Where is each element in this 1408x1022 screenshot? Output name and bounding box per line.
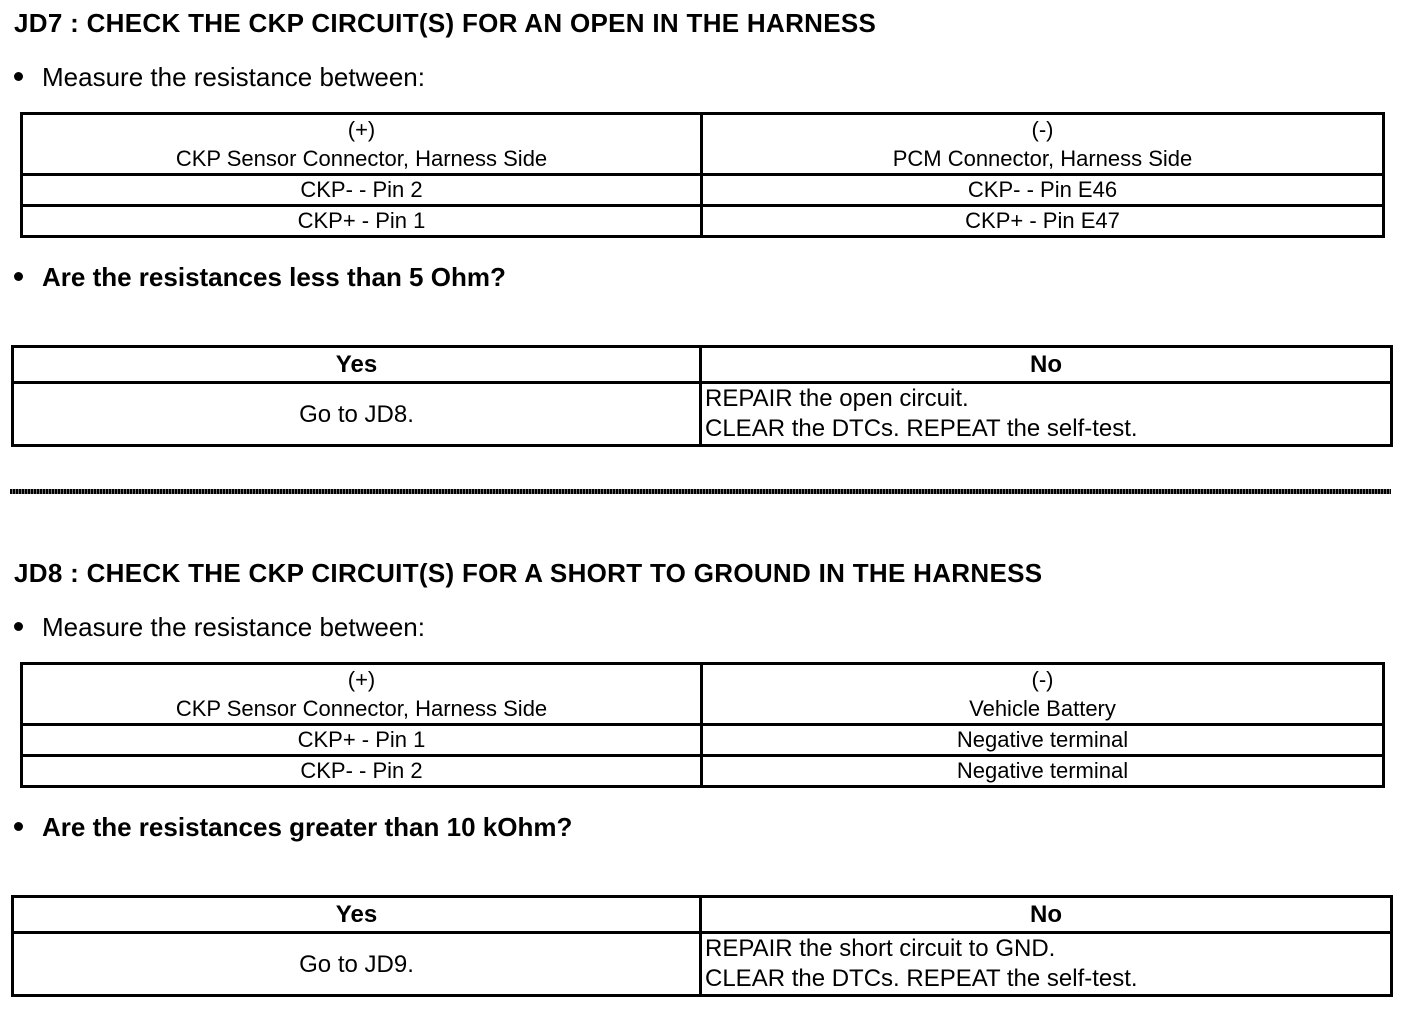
no-action-line: CLEAR the DTCs. REPEAT the self-test.: [705, 965, 1138, 992]
header-title: CKP Sensor Connector, Harness Side: [175, 696, 548, 721]
header-sign: (+): [347, 667, 376, 692]
table-header-row: [22, 664, 1384, 725]
instruction-text: Measure the resistance between:: [42, 612, 425, 642]
header-cell-negative: [702, 664, 1384, 725]
table-header-row: [22, 114, 1384, 175]
table-cell: Negative terminal: [702, 756, 1384, 787]
yes-action: Go to JD8.: [13, 383, 701, 446]
bullet-icon: [14, 272, 23, 281]
no-action: [701, 933, 1392, 996]
decision-body-row: [13, 933, 1392, 996]
instruction-text: Measure the resistance between:: [42, 62, 425, 92]
no-action-line: REPAIR the short circuit to GND.: [705, 935, 1056, 962]
bullet-icon: [14, 822, 23, 831]
decision-body-row: [13, 383, 1392, 446]
header-cell-positive: [22, 664, 702, 725]
table-row: [22, 206, 1384, 237]
header-title: PCM Connector, Harness Side: [892, 146, 1193, 171]
instruction-item: [14, 612, 425, 643]
no-action-line: REPAIR the open circuit.: [705, 385, 969, 412]
no-header: No: [701, 897, 1392, 933]
table-cell: CKP+ - Pin 1: [22, 206, 702, 237]
section-heading-jd7: JD7 : CHECK THE CKP CIRCUIT(S) FOR AN OPEN IN THE HARNESS: [14, 8, 877, 38]
header-sign: (-): [1031, 667, 1054, 692]
no-action-line: CLEAR the DTCs. REPEAT the self-test.: [705, 415, 1138, 442]
header-title: Vehicle Battery: [969, 696, 1116, 721]
yes-header: Yes: [13, 897, 701, 933]
section-divider: [10, 489, 1391, 494]
decision-table-jd8: [11, 895, 1393, 997]
question-item: [14, 812, 572, 843]
table-row: [22, 756, 1384, 787]
table-cell: CKP- - Pin E46: [702, 175, 1384, 206]
yes-action: Go to JD9.: [13, 933, 701, 996]
measurement-table-jd7: [20, 112, 1385, 238]
bullet-icon: [14, 72, 23, 81]
no-action: [701, 383, 1392, 446]
measurement-table-jd8: [20, 662, 1385, 788]
header-cell-negative: [702, 114, 1384, 175]
decision-header-row: [13, 897, 1392, 933]
question-text: Are the resistances less than 5 Ohm?: [42, 262, 506, 292]
header-title: CKP Sensor Connector, Harness Side: [175, 146, 548, 171]
instruction-item: [14, 62, 425, 93]
no-header: No: [701, 347, 1392, 383]
header-sign: (-): [1031, 117, 1054, 142]
yes-header: Yes: [13, 347, 701, 383]
question-text: Are the resistances greater than 10 kOhm?: [42, 812, 573, 842]
table-cell: Negative terminal: [702, 725, 1384, 756]
table-cell: CKP- - Pin 2: [22, 756, 702, 787]
section-heading-jd8: JD8 : CHECK THE CKP CIRCUIT(S) FOR A SHORT TO GROUND IN THE HARNESS: [14, 558, 1043, 588]
table-cell: CKP- - Pin 2: [22, 175, 702, 206]
bullet-icon: [14, 622, 23, 631]
header-sign: (+): [347, 117, 376, 142]
table-cell: CKP+ - Pin E47: [702, 206, 1384, 237]
decision-header-row: [13, 347, 1392, 383]
table-row: [22, 175, 1384, 206]
decision-table-jd7: [11, 345, 1393, 447]
table-cell: CKP+ - Pin 1: [22, 725, 702, 756]
header-cell-positive: [22, 114, 702, 175]
table-row: [22, 725, 1384, 756]
question-item: [14, 262, 506, 293]
